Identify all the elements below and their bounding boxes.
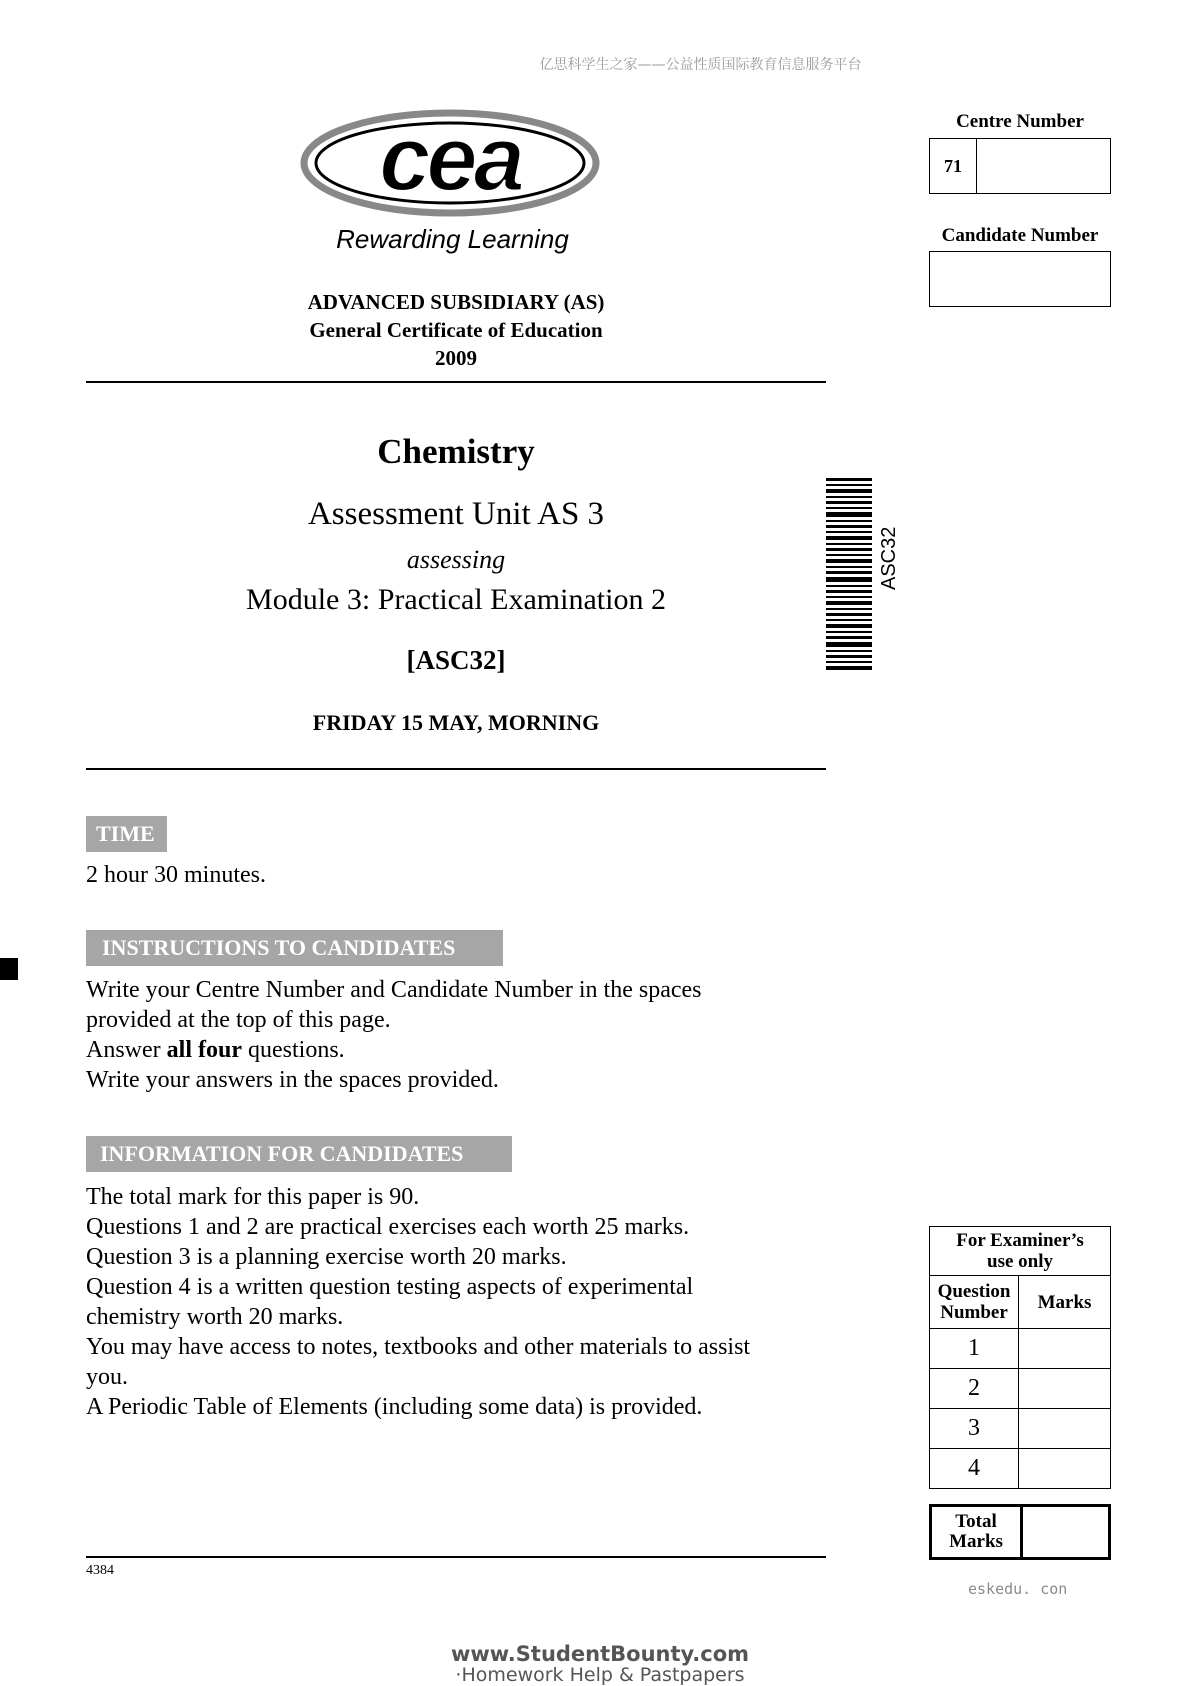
information-line: Questions 1 and 2 are practical exercises each worth 25 marks. [86, 1214, 690, 1240]
logo-tagline: Rewarding Learning [336, 224, 569, 254]
barcode-label: ASC32 [878, 526, 900, 590]
question-number-header: Question Number [930, 1276, 1019, 1329]
time-value: 2 hour 30 minutes. [86, 862, 266, 888]
total-marks-label: Total Marks [932, 1507, 1023, 1557]
information-body [86, 1182, 886, 1422]
table-row [930, 1409, 1111, 1449]
centre-prefix: 71 [930, 139, 977, 193]
candidate-number-label: Candidate Number [941, 225, 1099, 246]
footer-rule [86, 1556, 826, 1558]
paper-number: 4384 [86, 1563, 114, 1578]
studentbounty-footer[interactable] [440, 1643, 760, 1685]
candidate-number-box[interactable] [929, 251, 1111, 307]
information-line: The total mark for this paper is 90. [86, 1184, 420, 1210]
watermark-top: 亿思科学生之家——公益性质国际教育信息服务平台 [539, 57, 862, 73]
total-marks-entry[interactable] [1023, 1507, 1108, 1557]
marks-cell[interactable] [1019, 1369, 1111, 1409]
bottom-rule [86, 768, 826, 770]
assessment-unit: Assessment Unit AS 3 [307, 496, 605, 532]
qualification: General Certificate of Education [309, 318, 603, 342]
year: 2009 [435, 346, 477, 370]
svg-text:cea: cea [379, 108, 521, 210]
marks-cell[interactable] [1019, 1329, 1111, 1369]
footer-tagline: ·Homework Help & Pastpapers [455, 1664, 745, 1686]
information-heading: INFORMATION FOR CANDIDATES [86, 1136, 512, 1172]
time-heading: TIME [86, 816, 167, 852]
information-line: Question 3 is a planning exercise worth 20 marks. [86, 1244, 567, 1270]
question-number: 1 [930, 1329, 1019, 1369]
eskedu-watermark: eskedu. con [968, 1580, 1068, 1598]
instructions-heading: INSTRUCTIONS TO CANDIDATES [86, 930, 503, 966]
barcode [826, 478, 872, 670]
table-row [930, 1449, 1111, 1489]
marks-cell[interactable] [1019, 1449, 1111, 1489]
footer-url[interactable]: www.StudentBounty.com [450, 1642, 750, 1666]
table-row [930, 1369, 1111, 1409]
exam-date: FRIDAY 15 MAY, MORNING [312, 710, 600, 735]
question-number: 4 [930, 1449, 1019, 1489]
information-line: Question 4 is a written question testing aspects of experimental [86, 1274, 694, 1300]
centre-number-entry[interactable] [977, 139, 1110, 193]
marks-header: Marks [1019, 1276, 1111, 1329]
qualification-header [86, 288, 826, 372]
information-line: chemistry worth 20 marks. [86, 1304, 344, 1330]
top-rule [86, 381, 826, 383]
information-line: you. [86, 1364, 128, 1390]
instruction-line: Answer all four questions. [86, 1037, 345, 1063]
assessing-label: assessing [406, 545, 506, 574]
instructions-body [86, 975, 846, 1095]
information-line: You may have access to notes, textbooks and other materials to assist [86, 1334, 751, 1360]
question-number: 3 [930, 1409, 1019, 1449]
side-mark [0, 958, 18, 980]
module-title: Module 3: Practical Examination 2 [246, 583, 666, 616]
question-number: 2 [930, 1369, 1019, 1409]
instruction-line: provided at the top of this page. [86, 1007, 391, 1033]
examiner-heading: For Examiner’s use only [930, 1227, 1111, 1276]
instruction-line: Write your Centre Number and Candidate Number in the spaces [86, 977, 702, 1003]
examiner-table [929, 1226, 1111, 1489]
information-line: A Periodic Table of Elements (including some data) is provided. [86, 1394, 703, 1420]
centre-number-label: Centre Number [956, 111, 1084, 132]
centre-number-box[interactable] [929, 138, 1111, 194]
total-marks-box [929, 1504, 1111, 1560]
paper-code: [ASC32] [406, 645, 506, 675]
table-row [930, 1329, 1111, 1369]
level: ADVANCED SUBSIDIARY (AS) [307, 290, 605, 314]
marks-cell[interactable] [1019, 1409, 1111, 1449]
subject-title: Chemistry [377, 432, 535, 471]
instruction-line: Write your answers in the spaces provided. [86, 1067, 499, 1093]
